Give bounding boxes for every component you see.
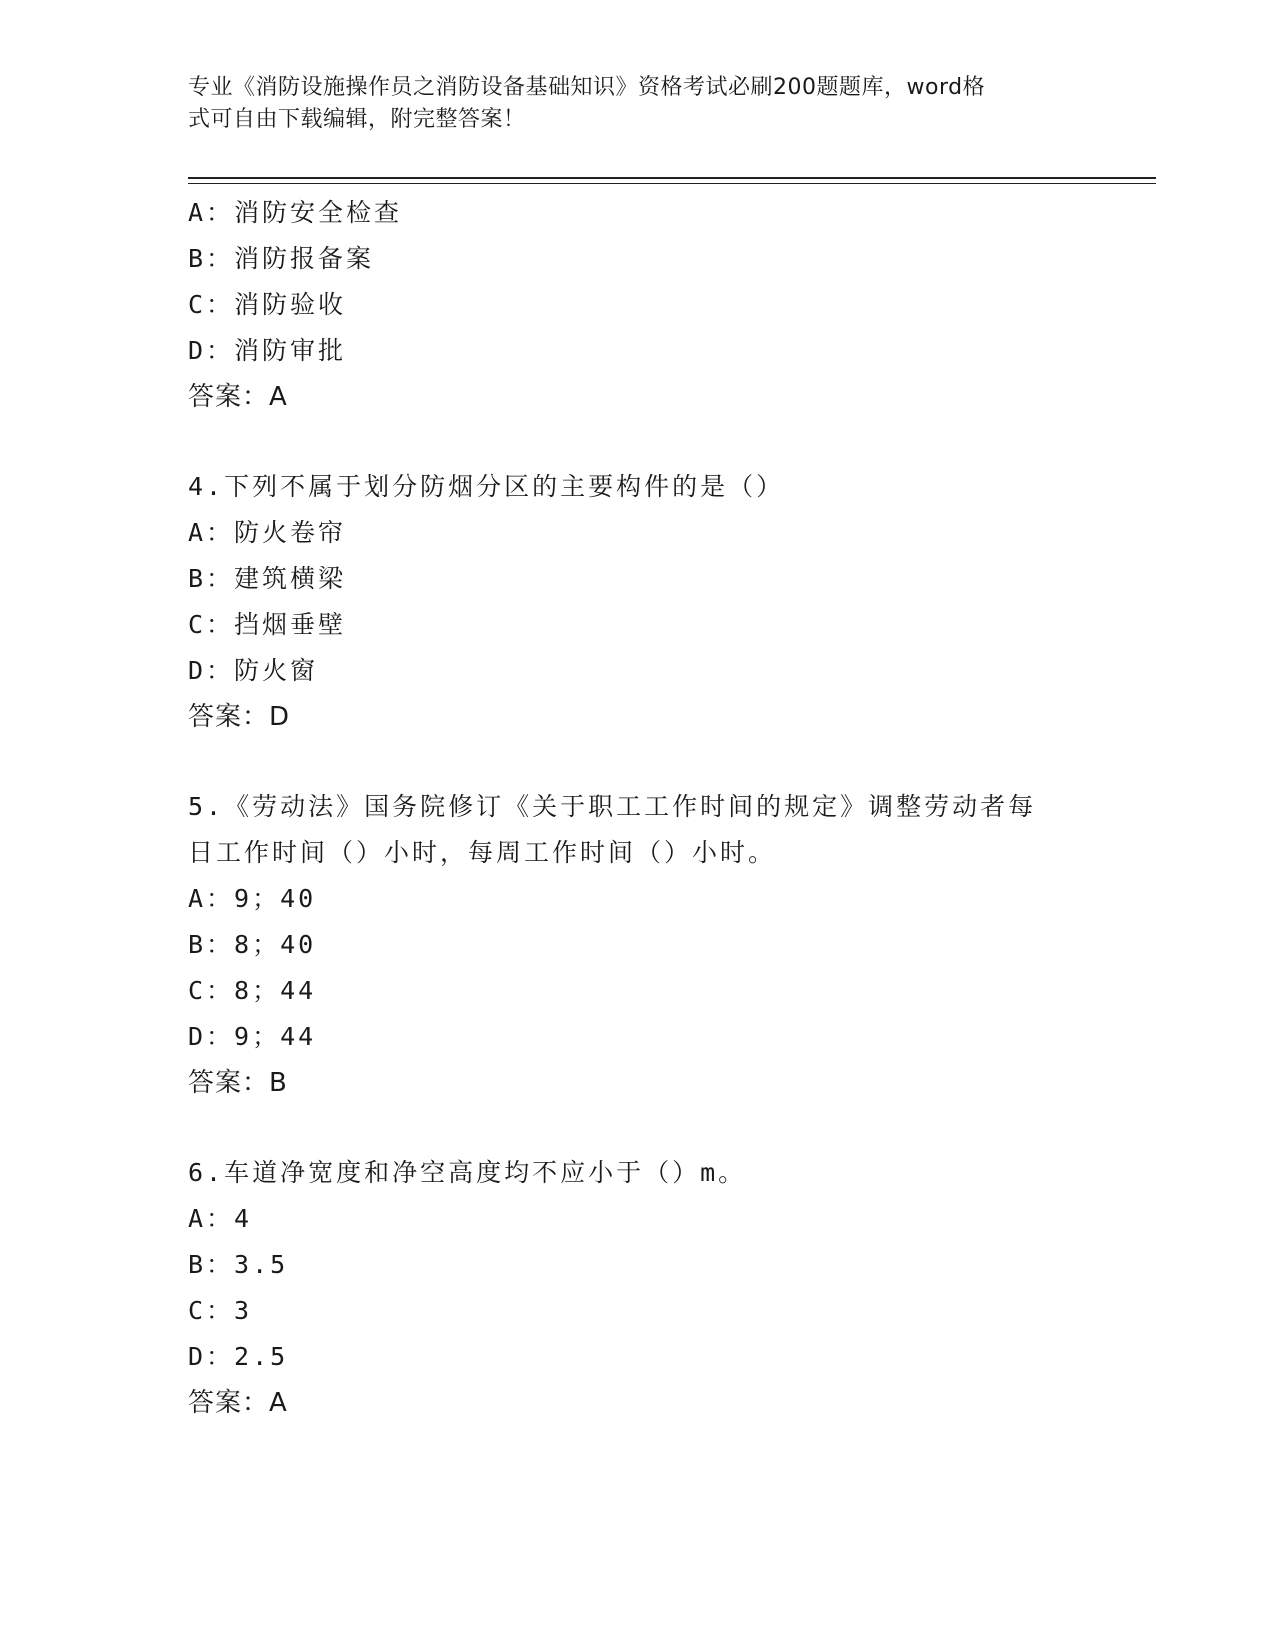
- option-c: C：挡烟垂壁: [188, 610, 347, 639]
- option-d: D：消防审批: [188, 336, 347, 365]
- document-header: [188, 72, 1068, 136]
- header-line-1: 专业《消防设施操作员之消防设备基础知识》资格考试必刷200题题库，word格: [188, 75, 986, 100]
- answer: 答案：D: [188, 702, 291, 732]
- question-stem-line-1: 5.《劳动法》国务院修订《关于职工工作时间的规定》调整劳动者每: [188, 792, 1037, 821]
- option-b: B：8；40: [188, 930, 317, 959]
- option-a: A：4: [188, 1204, 253, 1233]
- question-stem: 6.车道净宽度和净空高度均不应小于（）m。: [188, 1158, 747, 1187]
- option-a: A：消防安全检查: [188, 198, 403, 227]
- option-b: B：建筑横梁: [188, 564, 347, 593]
- header-line-2: 式可自由下载编辑，附完整答案！: [188, 107, 526, 132]
- option-d: D：防火窗: [188, 656, 319, 685]
- answer: 答案：B: [188, 1068, 288, 1098]
- question-6: [188, 1150, 1068, 1426]
- option-d: D：9；44: [188, 1022, 317, 1051]
- answer: 答案：A: [188, 382, 288, 412]
- question-list: [188, 190, 1068, 1426]
- option-d: D：2.5: [188, 1342, 289, 1371]
- question-stem-line-2: 日工作时间（）小时，每周工作时间（）小时。: [188, 838, 777, 867]
- question-3: [188, 190, 1068, 420]
- question-stem: 4.下列不属于划分防烟分区的主要构件的是（）: [188, 472, 785, 501]
- option-b: B：3.5: [188, 1250, 289, 1279]
- question-4: [188, 464, 1068, 740]
- header-divider-thick: [188, 177, 1156, 179]
- option-a: A：9；40: [188, 884, 317, 913]
- option-a: A：防火卷帘: [188, 518, 347, 547]
- option-c: C：3: [188, 1296, 253, 1325]
- option-c: C：消防验收: [188, 290, 347, 319]
- option-c: C：8；44: [188, 976, 317, 1005]
- answer: 答案：A: [188, 1388, 288, 1418]
- option-b: B：消防报备案: [188, 244, 375, 273]
- header-divider-thin: [188, 183, 1156, 184]
- question-5: [188, 784, 1068, 1106]
